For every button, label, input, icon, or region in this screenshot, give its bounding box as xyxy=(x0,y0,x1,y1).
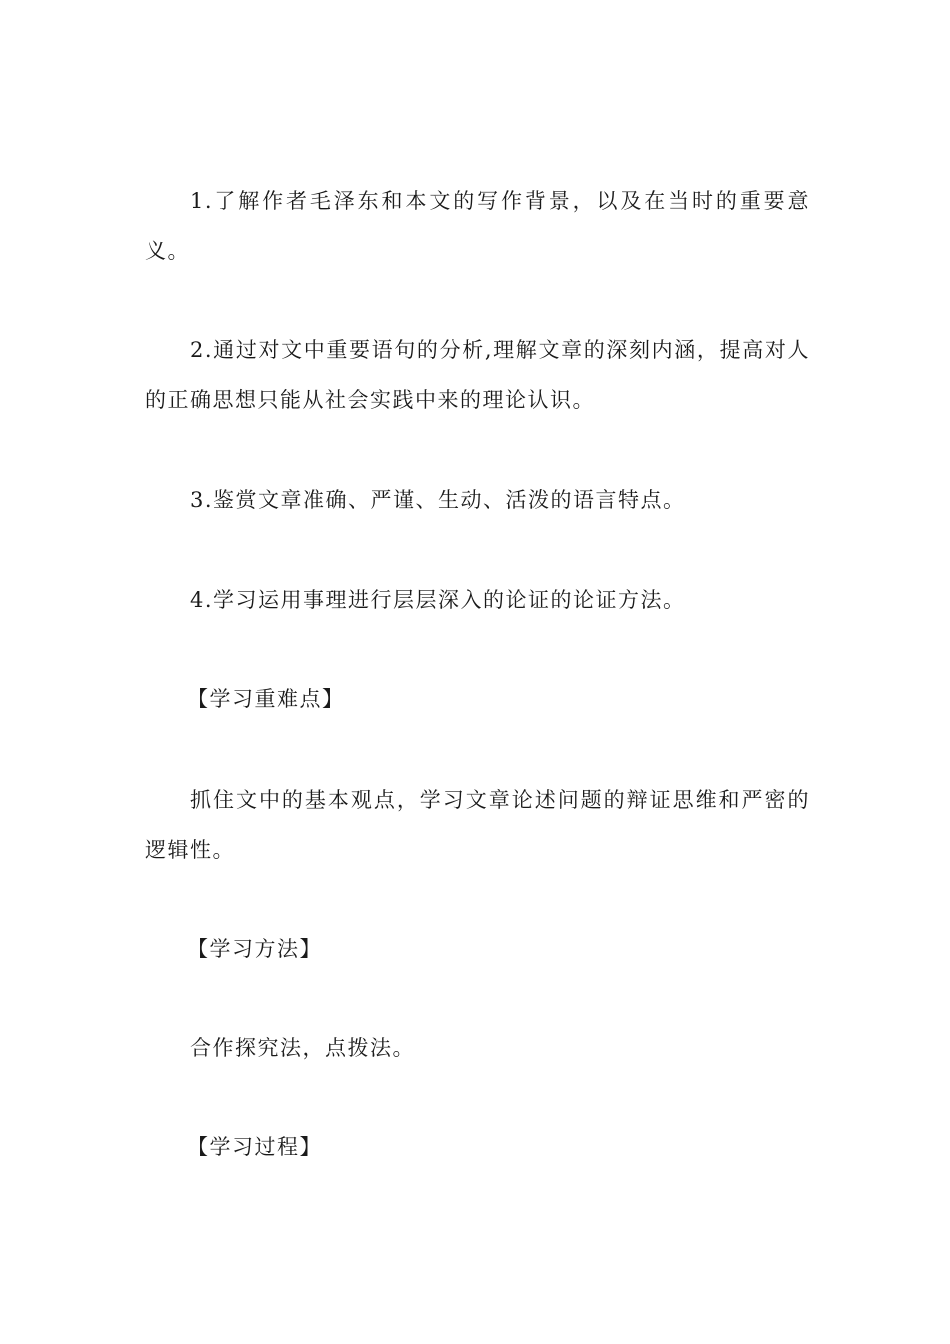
objective-3: 3.鉴赏文章准确、严谨、生动、活泼的语言特点。 xyxy=(190,488,686,512)
section-heading-key-points: 【学习重难点】 xyxy=(187,687,345,711)
objective-1: 1.了解作者毛泽东和本文的写作背景，以及在当时的重要意义。 xyxy=(145,189,810,263)
methods-text: 合作探究法，点拨法。 xyxy=(190,1036,415,1060)
key-points-text: 抓住文中的基本观点，学习文章论述问题的辩证思维和严密的逻辑性。 xyxy=(145,788,810,862)
section-heading-process: 【学习过程】 xyxy=(187,1135,322,1159)
objective-4: 4.学习运用事理进行层层深入的论证的论证方法。 xyxy=(190,588,686,612)
section-heading-methods: 【学习方法】 xyxy=(187,937,322,961)
objective-2: 2.通过对文中重要语句的分析,理解文章的深刻内涵，提高对人的正确思想只能从社会实践中来的理论认识。 xyxy=(145,338,810,412)
